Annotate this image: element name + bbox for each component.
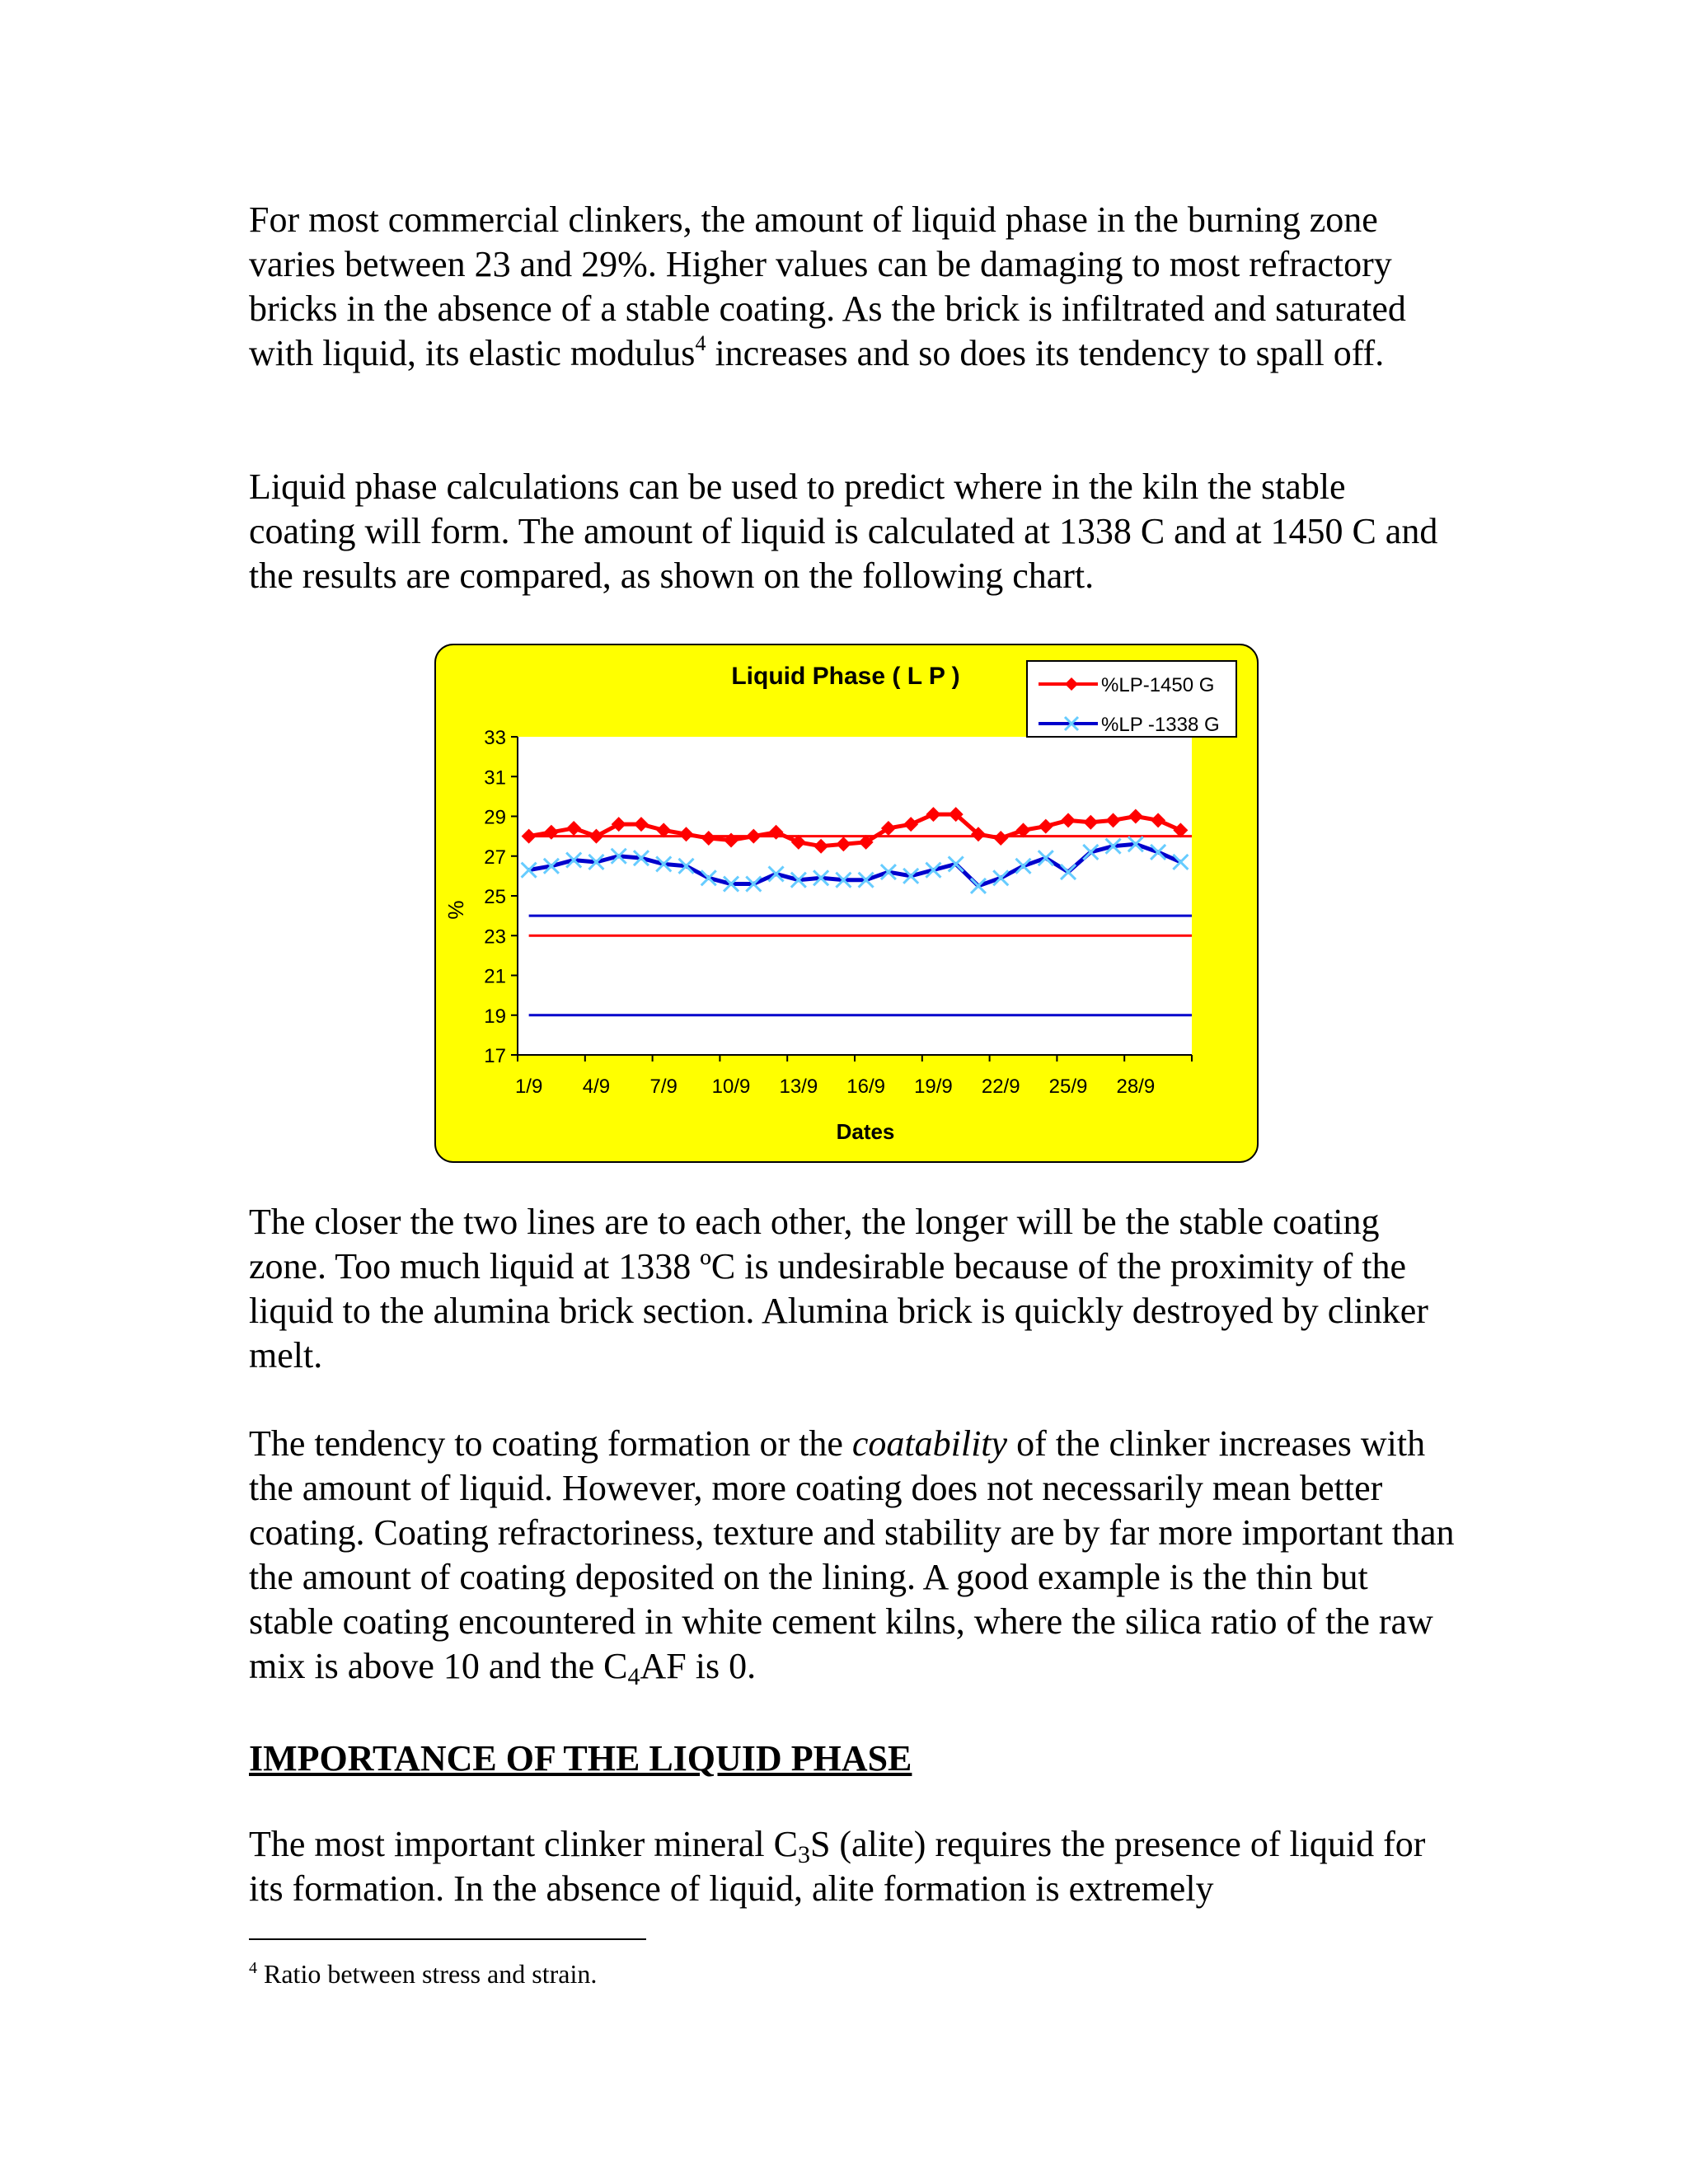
x-tick-label: 13/9 — [779, 1076, 818, 1098]
x-tick-label: 19/9 — [914, 1076, 953, 1098]
paragraph-1 — [249, 198, 1461, 376]
footnote-reference-4[interactable]: 4 — [695, 331, 706, 355]
paragraph-5-text-b: S (alite) requires the presence of liquid for its formation. In the absence of liquid, alite formation is extremely — [249, 1824, 1426, 1909]
x-tick-label: 1/9 — [514, 1076, 543, 1098]
legend-label-1338: %LP -1338 G — [1101, 714, 1220, 736]
section-heading: IMPORTANCE OF THE LIQUID PHASE — [249, 1738, 912, 1779]
paragraph-4-subscript: 4 — [627, 1663, 640, 1690]
paragraph-5 — [249, 1822, 1461, 1911]
y-tick-label: 17 — [484, 1045, 506, 1067]
paragraph-4-text-c: AF is 0. — [640, 1646, 757, 1686]
paragraph-4 — [249, 1422, 1461, 1689]
y-axis-title: % — [443, 900, 468, 920]
paragraph-5-subscript: 3 — [797, 1841, 810, 1868]
x-tick-label: 10/9 — [711, 1076, 751, 1098]
paragraph-3: The closer the two lines are to each other, the longer will be the stable coating zone. Too much liquid at 1338 ºC is undesirable because of the proximity of the liquid to the alumina brick section. Alumina brick is quickly destroyed by clinker melt. — [249, 1202, 1428, 1376]
paragraph-5-text-a: The most important clinker mineral C — [249, 1824, 798, 1864]
y-tick-label: 25 — [484, 886, 506, 908]
liquid-phase-chart — [432, 641, 1261, 1165]
y-tick-label: 21 — [484, 965, 506, 988]
y-tick-label: 27 — [484, 846, 506, 869]
x-tick-label: 4/9 — [582, 1076, 611, 1098]
plot-area — [518, 737, 1192, 1055]
y-tick-label: 33 — [484, 727, 506, 749]
x-tick-label: 25/9 — [1048, 1076, 1088, 1098]
x-axis-title: Dates — [836, 1119, 895, 1144]
legend-label-1450: %LP-1450 G — [1101, 674, 1215, 696]
x-tick-label: 7/9 — [649, 1076, 678, 1098]
x-tick-label: 22/9 — [981, 1076, 1020, 1098]
paragraph-4-text-b: of the clinker increases with the amount of liquid. However, more coating does not necessarily mean better coating. Coating refractoriness, texture and stability are by far more important than the amount of coating deposited on the lining. A good example is the thin but stable coating encountered in white cement kilns, where the silica ratio of the raw mix is above 10 and the C — [249, 1423, 1455, 1686]
paragraph-1-text-end: increases and so does its tendency to spall off. — [706, 333, 1385, 373]
footnote-text: Ratio between stress and strain. — [257, 1959, 598, 1989]
legend — [1027, 661, 1236, 737]
paragraph-1-text: For most commercial clinkers, the amount of liquid phase in the burning zone varies between 23 and 29%. Higher values can be damaging to most refractory bricks in the absence of a stable coating. As the brick is infiltrated and saturated with liquid, its elastic modulus — [249, 199, 1406, 373]
paragraph-2: Liquid phase calculations can be used to predict where in the kiln the stable coating will form. The amount of liquid is calculated at 1338 C and at 1450 C and the results are compared, as shown on the following chart. — [249, 466, 1438, 596]
y-tick-label: 29 — [484, 806, 506, 829]
x-tick-label: 16/9 — [846, 1076, 885, 1098]
chart-svg — [432, 641, 1261, 1165]
y-tick-label: 23 — [484, 926, 506, 949]
chart-title: Liquid Phase ( L P ) — [731, 663, 960, 690]
footnote-separator — [249, 1938, 646, 1940]
paragraph-4-emphasis: coatability — [851, 1423, 1008, 1464]
y-tick-label: 31 — [484, 766, 506, 790]
x-tick-label: 28/9 — [1116, 1076, 1156, 1098]
footnote-marker: 4 — [249, 1959, 257, 1977]
paragraph-4-text-a: The tendency to coating formation or the — [249, 1423, 852, 1464]
footnote-4 — [249, 1952, 597, 1990]
y-tick-label: 19 — [484, 1005, 506, 1028]
